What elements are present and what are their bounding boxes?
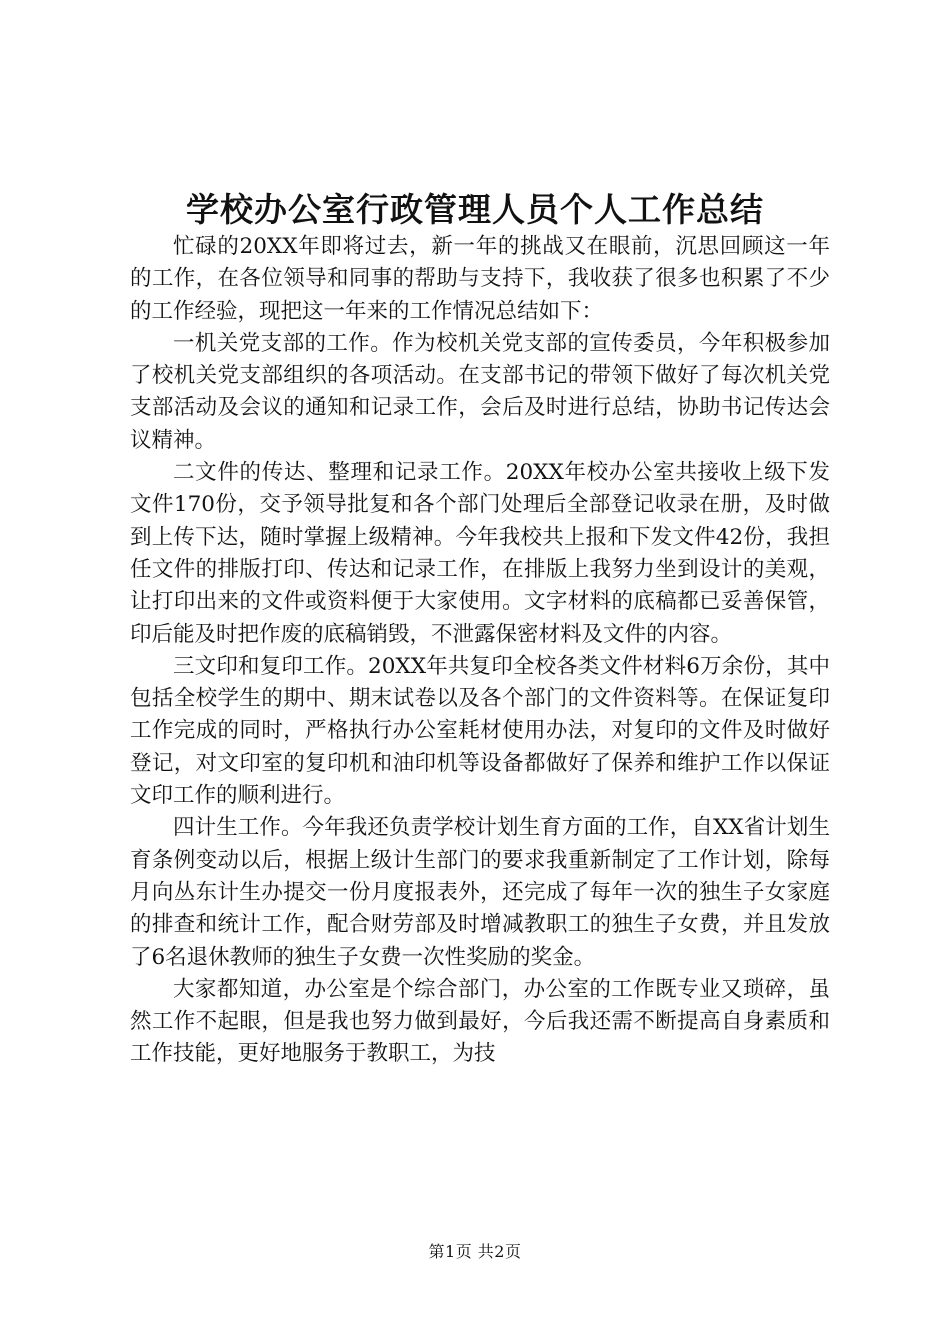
paragraph-party-branch: 一机关党支部的工作。作为校机关党支部的宣传委员，今年积极参加了校机关党支部组织的各项活动。在支部书记的带领下做好了每次机关党支部活动及会议的通知和记录工作，会后及时进行总结，协助书记传达会议精神。 <box>130 330 830 453</box>
document-title: 学校办公室行政管理人员个人工作总结 <box>186 190 764 229</box>
paragraph-conclusion: 大家都知道，办公室是个综合部门，办公室的工作既专业又琐碎，虽然工作不起眼，但是我也努力做到最好，今后我还需不断提高自身素质和工作技能，更好地服务于教职工，为技 <box>130 976 830 1067</box>
paragraph-family-planning: 四计生工作。今年我还负责学校计划生育方面的工作，自XX省计划生育条例变动以后，根据上级计生部门的要求我重新制定了工作计划，除每月向丛东计生办提交一份月度报表外，还完成了每年一次的独生子女家庭的排查和统计工作，配合财劳部及时增减教职工的独生子女费，并且发放了6名退休教师的独生子女费一次性奖励的奖金。 <box>130 815 830 970</box>
paragraph-printing: 三文印和复印工作。20XX年共复印全校各类文件材料6万余份，其中包括全校学生的期中、期末试卷以及各个部门的文件资料等。在保证复印工作完成的同时，严格执行办公室耗材使用办法，对复印的文件及时做好登记，对文印室的复印机和油印机等设备都做好了保养和维护工作以保证文印工作的顺利进行。 <box>130 653 830 809</box>
page-footer: 第1页 共2页 <box>428 1242 522 1261</box>
document-body <box>130 231 830 1071</box>
paragraph-documents: 二文件的传达、整理和记录工作。20XX年校办公室共接收上级下发文件170份，交予领导批复和各个部门处理后全部登记收录在册，及时做到上传下达，随时掌握上级精神。今年我校共上报和下发文件42份，我担任文件的排版打印、传达和记录工作，在排版上我努力坐到设计的美观，让打印出来的文件或资料便于大家使用。文字材料的底稿都已妥善保管，印后能及时把作废的底稿销毁，不泄露保密材料及文件的内容。 <box>130 460 830 647</box>
paragraph-intro: 忙碌的20XX年即将过去，新一年的挑战又在眼前，沉思回顾这一年的工作，在各位领导和同事的帮助与支持下，我收获了很多也积累了不少的工作经验，现把这一年来的工作情况总结如下： <box>130 234 830 324</box>
